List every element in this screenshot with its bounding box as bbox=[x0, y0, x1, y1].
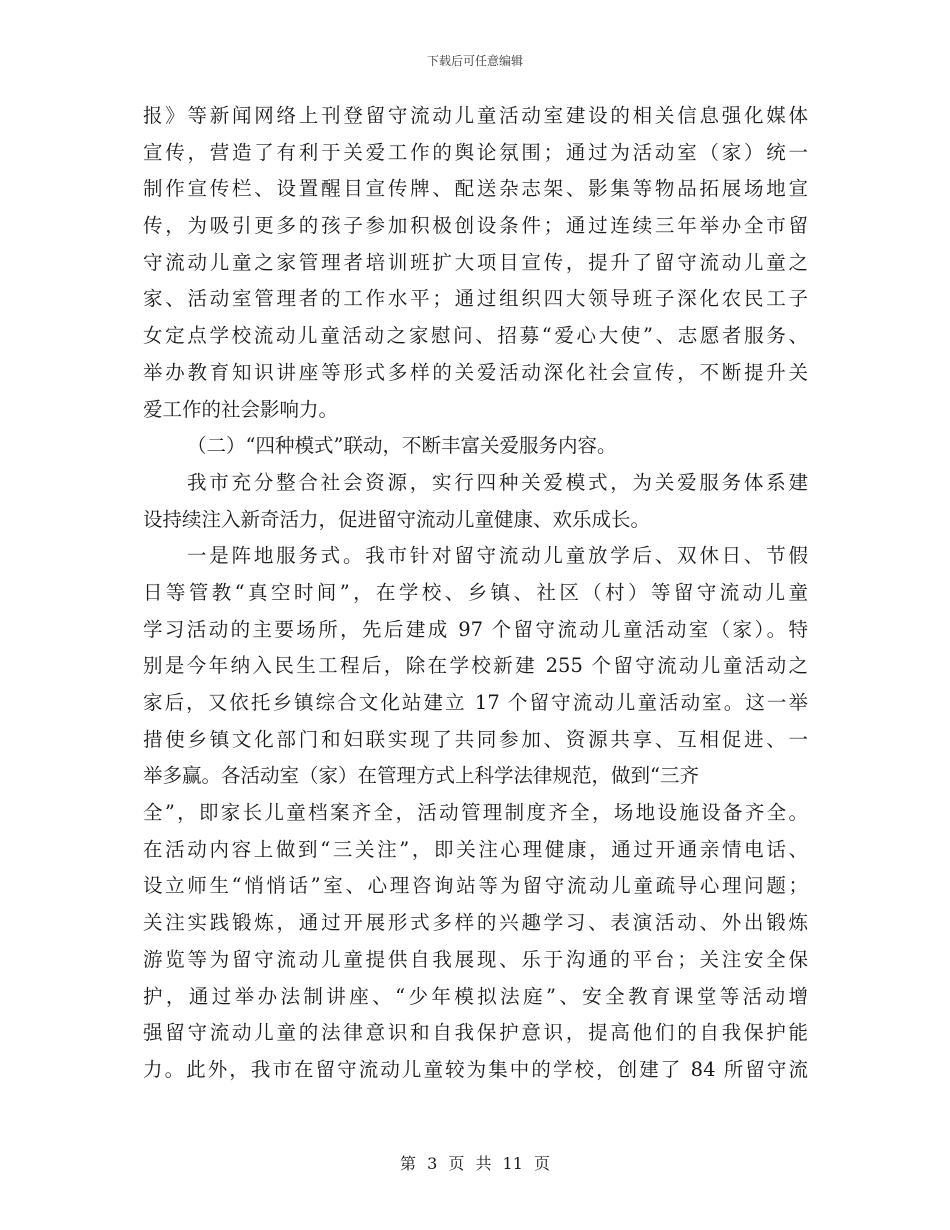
text-line: 女定点学校流动儿童活动之家慰问、招募“爱心大使”、志愿者服务、 bbox=[143, 324, 808, 348]
text-line: 关注实践锻炼，通过开展形式多样的兴趣学习、表演活动、外出锻炼 bbox=[143, 911, 808, 935]
text-line: 学习活动的主要场所，先后建成 97 个留守流动儿童活动室（家）。特 bbox=[143, 617, 808, 641]
page-footer: 第 3 页 共 11 页 bbox=[400, 1154, 550, 1173]
text-line: 举多赢。各活动室（家）在管理方式上科学法律规范，做到“三齐 bbox=[143, 764, 699, 788]
text-line: 强留守流动儿童的法律意识和自我保护意识，提高他们的自我保护能 bbox=[143, 1021, 808, 1045]
text-line: 传，为吸引更多的孩子参加积极创设条件；通过连续三年举办全市留 bbox=[143, 214, 808, 238]
text-line: 守流动儿童之家管理者培训班扩大项目宣传，提升了留守流动儿童之 bbox=[143, 250, 808, 274]
text-line: 举办教育知识讲座等形式多样的关爱活动深化社会宣传，不断提升关 bbox=[143, 360, 808, 384]
text-line: 爱工作的社会影响力。 bbox=[143, 397, 339, 421]
text-line: 在活动内容上做到“三关注”，即关注心理健康，通过开通亲情电话、 bbox=[143, 837, 808, 861]
text-line: 报》等新闻网络上刊登留守流动儿童活动室建设的相关信息强化媒体 bbox=[143, 104, 808, 127]
text-line: 一是阵地服务式。我市针对留守流动儿童放学后、双休日、节假 bbox=[187, 544, 808, 568]
text-line: 日等管教“真空时间”，在学校、乡镇、社区（村）等留守流动儿童 bbox=[143, 580, 808, 604]
text-line: 我市充分整合社会资源，实行四种关爱模式，为关爱服务体系建 bbox=[187, 470, 808, 494]
page-header: 下载后可任意编辑 bbox=[426, 54, 523, 68]
text-line: 家、活动室管理者的工作水平；通过组织四大领导班子深化农民工子 bbox=[143, 287, 808, 311]
text-line: 游览等为留守流动儿童提供自我展现、乐于沟通的平台；关注安全保 bbox=[143, 947, 808, 971]
text-line: 设立师生“悄悄话”室、心理咨询站等为留守流动儿童疏导心理问题； bbox=[143, 874, 808, 898]
text-line: 力。此外，我市在留守流动儿童较为集中的学校，创建了 84 所留守流 bbox=[143, 1057, 808, 1081]
text-line: 制作宣传栏、设置醒目宣传牌、配送杂志架、影集等物品拓展场地宣 bbox=[143, 177, 808, 201]
text-line: 措使乡镇文化部门和妇联实现了共同参加、资源共享、互相促进、一 bbox=[143, 727, 808, 751]
text-line: （二）“四种模式”联动，不断丰富关爱服务内容。 bbox=[187, 434, 617, 458]
text-line: 别是今年纳入民生工程后，除在学校新建 255 个留守流动儿童活动之 bbox=[143, 654, 808, 678]
text-line: 设持续注入新奇活力，促进留守流动儿童健康、欢乐成长。 bbox=[143, 507, 651, 531]
text-line: 宣传，营造了有利于关爱工作的舆论氛围；通过为活动室（家）统一 bbox=[143, 140, 808, 164]
text-line: 全”，即家长儿童档案齐全，活动管理制度齐全，场地设施设备齐全。 bbox=[143, 801, 808, 825]
text-line: 家后，又依托乡镇综合文化站建立 17 个留守流动儿童活动室。这一举 bbox=[143, 691, 808, 714]
text-line: 护，通过举办法制讲座、“少年模拟法庭”、安全教育课堂等活动增 bbox=[143, 984, 808, 1008]
document-body bbox=[143, 98, 808, 1089]
